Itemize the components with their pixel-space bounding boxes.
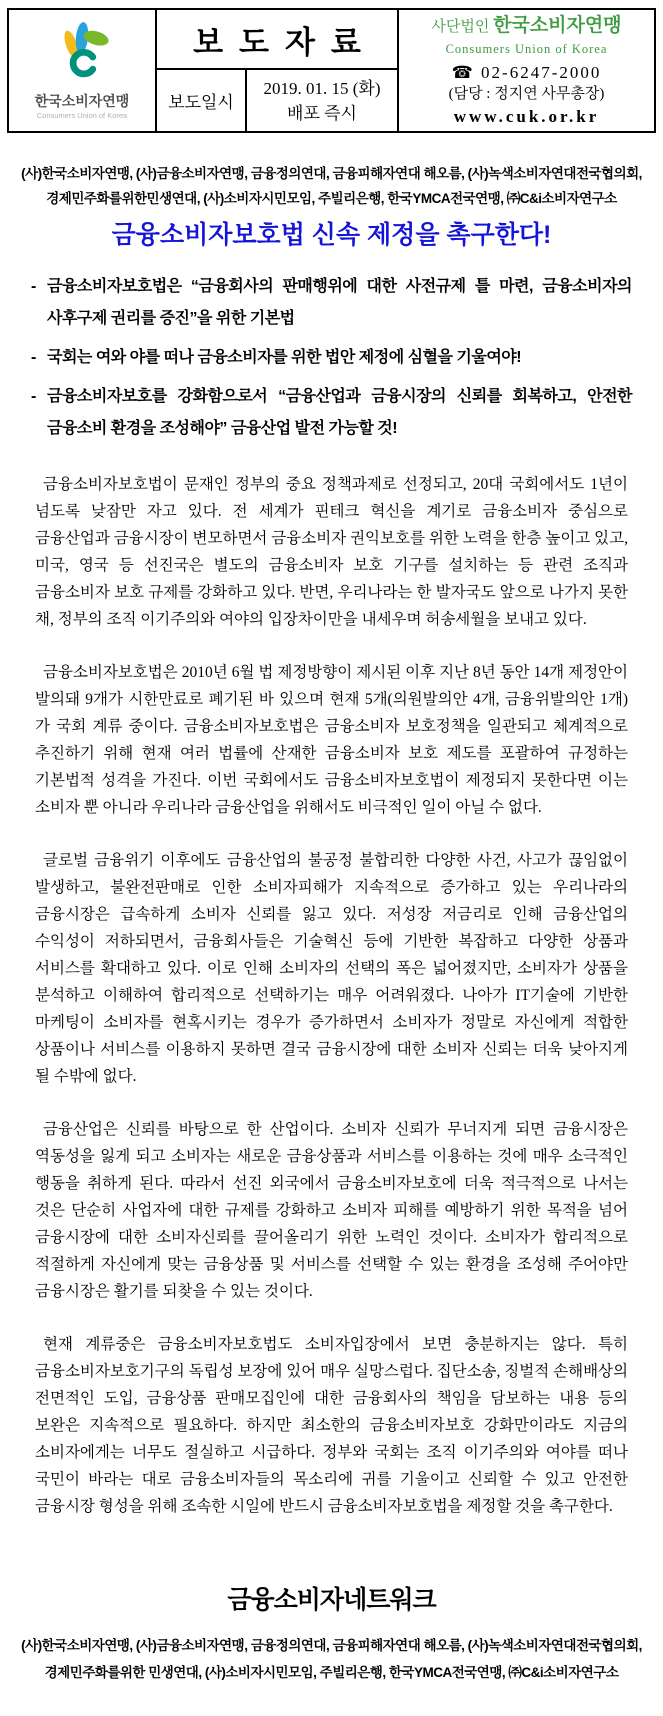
bullet-text: 국회는 여와 야를 떠나 금융소비자를 위한 법안 제정에 심혈을 기울여야!: [47, 349, 522, 366]
orgs-bottom-line2: 경제민주화를위한 민생연대, (사)소비자시민모임, 주빌리은행, 한국YMCA전국연맹, ㈜C&i소비자연구소: [44, 1665, 619, 1680]
bullet-item: [31, 271, 632, 335]
body-paragraph: 현재 계류중은 금융소비자보호법도 소비자입장에서 보면 충분하지는 않다. 특히 금융소비자보호기구의 독립성 보장에 있어 매우 실망스럽다. 집단소송, 징벌적 손해배상의 전면적인 도입, 금융상품 판매모집인에 대한 금융회사의 책임을 담보하는 내용 등의 보완은 지속적으로 필요하다. 하지만 최소한의 금융소비자보호 강화만이라도 지금의 소비자에게는 너무도 절실하고 시급하다. 정부와 국회는 조직 이기주의와 여야를 떠나 국민이 바라는 대로 금융소비자들의 목소리에 귀를 기울이고 신뢰할 수 있고 안전한 금융시장 형성을 위해 조속한 시일에 반드시 금융소비자보호법을 제정할 것을 촉구한다.: [35, 1336, 628, 1515]
logo-org-name-en: Consumers Union of Korea: [36, 110, 128, 120]
org-name: 한국소비자연맹: [493, 14, 622, 36]
summary-bullets: [31, 271, 632, 445]
bullet-dash: -: [31, 349, 36, 366]
org-website: www.cuk.or.kr: [453, 106, 600, 126]
footer: [7, 1580, 656, 1686]
bullet-text: 금융소비자보호법은 “금융회사의 판매행위에 대한 사전규제 틀 마련, 금융소비자의 사후구제 권리를 증진”을 위한 기본법: [47, 278, 632, 327]
phone-icon: ☎: [451, 62, 475, 82]
bullet-item: [31, 381, 632, 445]
footer-network-title: 금융소비자네트워크: [227, 1586, 436, 1614]
logo-org-name: 한국소비자연맹: [34, 92, 130, 109]
release-note: 배포 즉시: [287, 103, 357, 123]
doc-type-title: 보도자료: [157, 10, 397, 70]
org-contact: (담당 : 정지연 사무총장): [448, 85, 605, 102]
org-phone-line: [452, 62, 602, 83]
body-paragraph: 금융소비자보호법은 2010년 6월 법 제정방향이 제시된 이후 지난 8년 동안 14개 제정안이 발의돼 9개가 시한만료로 폐기된 바 있으며 현재 5개(의원발의안 4개, 금융위발의안 1개)가 국회 계류 중이다. 금융소비자보호법은 금융소비자 보호정책을 일관되고 체계적으로 추진하기 위해 현재 여러 법률에 산재한 금융소비자 보호 제도를 포괄하여 규정하는 기본법적 성격을 가진다. 이번 국회에서도 금융소비자보호법이 제정되지 못한다면 이는 소비자 뿐 아니라 우리나라 금융산업을 위해서도 비극적인 일이 아닐 수 없다.: [35, 664, 628, 816]
orgs-bottom-line1: (사)한국소비자연맹, (사)금융소비자연맹, 금융정의연대, 금융피해자연대 해오름, (사)녹색소비자연대전국협의회,: [21, 1638, 642, 1653]
release-date-label: 보도일시: [157, 70, 247, 131]
bullet-item: [31, 342, 632, 374]
bullet-dash: -: [31, 278, 36, 295]
phone-number: 02-6247-2000: [481, 62, 602, 82]
release-date: 2019. 01. 15 (화): [263, 78, 381, 98]
body-paragraph: 금융소비자보호법이 문재인 정부의 중요 정책과제로 선정되고, 20대 국회에서도 1년이 넘도록 낮잠만 자고 있다. 전 세계가 핀테크 혁신을 계기로 금융소비자 중심으로 금융산업과 금융시장이 변모하면서 금융소비자 권익보호를 위한 노력을 한층 높이고 있고, 미국, 영국 등 선진국은 별도의 금융소비자 보호 기구를 설치하는 등 관련 조직과 금융소비자 보호 규제를 강화하고 있다. 반면, 우리나라는 한 발자국도 앞으로 나가지 못한 채, 정부의 조직 이기주의와 여야의 입장차이만을 내세우며 허송세월을 보내고 있다.: [35, 476, 628, 628]
header-table: [7, 8, 656, 133]
org-name-en: Consumers Union of Korea: [445, 41, 608, 56]
participating-orgs-bottom: [19, 1632, 644, 1686]
participating-orgs-top: [19, 161, 644, 211]
orgs-top-line2: 경제민주화를위한민생연대, (사)소비자시민모임, 주빌리은행, 한국YMCA전국연맹, ㈜C&i소비자연구소: [46, 191, 617, 206]
orgs-top-line1: (사)한국소비자연맹, (사)금융소비자연맹, 금융정의연대, 금융피해자연대 해오름, (사)녹색소비자연대전국협의회,: [21, 166, 642, 181]
headline: 금융소비자보호법 신속 제정을 촉구한다!: [111, 221, 552, 249]
logo-cell: [9, 10, 157, 131]
org-info-cell: [397, 10, 654, 131]
org-type-label: 사단법인: [431, 18, 490, 35]
org-name-line: [431, 15, 621, 38]
body-paragraph: 금융산업은 신뢰를 바탕으로 한 산업이다. 소비자 신뢰가 무너지게 되면 금융시장은 역동성을 잃게 되고 소비자는 새로운 금융상품과 서비스를 이용하는 것에 매우 소극적인 행동을 취하게 된다. 따라서 선진 외국에서 금융소비자보호에 더욱 적극적으로 나서는 것은 단순히 사업자에 대한 규제를 강화하고 소비자 피해를 예방하기 위한 목적을 넘어 금융시장에 대한 소비자신뢰를 끌어올리기 위한 노력인 것이다. 소비자가 합리적으로 적절하게 자신에게 맞는 금융상품 및 서비스를 선택할 수 있는 환경을 조성해 주어야만 금융시장은 활기를 되찾을 수 있는 것이다.: [35, 1121, 628, 1300]
cuk-logo-icon: [48, 22, 116, 89]
body-paragraph: 글로벌 금융위기 이후에도 금융산업의 불공정 불합리한 다양한 사건, 사고가 끊임없이 발생하고, 불완전판매로 인한 소비자피해가 지속적으로 증가하고 있는 우리나라의 금융시장은 급속하게 소비자 신뢰를 잃고 있다. 저성장 저금리로 인해 금융산업의 수익성이 저하되면서, 금융회사들은 기술혁신 등에 기반한 복잡하고 다양한 상품과 서비스를 확대하고 있다. 이로 인해 소비자의 선택의 폭은 넓어졌지만, 소비자가 상품을 분석하고 이해하여 합리적으로 선택하기는 매우 어려워졌다. 나아가 IT기술에 기반한 마케팅이 소비자를 현혹시키는 경우가 증가하면서 소비자가 정말로 자신에게 적합한 상품이나 서비스를 이용하지 못하면 결국 금융시장에 대한 소비자 신뢰는 더욱 낮아지게 될 수밖에 없다.: [35, 852, 628, 1085]
bullet-dash: -: [31, 388, 36, 405]
bullet-text: 금융소비자보호를 강화함으로서 “금융산업과 금융시장의 신뢰를 회복하고, 안전한 금융소비 환경을 조성해야” 금융산업 발전 가능할 것!: [47, 388, 632, 437]
body-text: [35, 471, 628, 1520]
release-date-cell: [247, 70, 397, 131]
